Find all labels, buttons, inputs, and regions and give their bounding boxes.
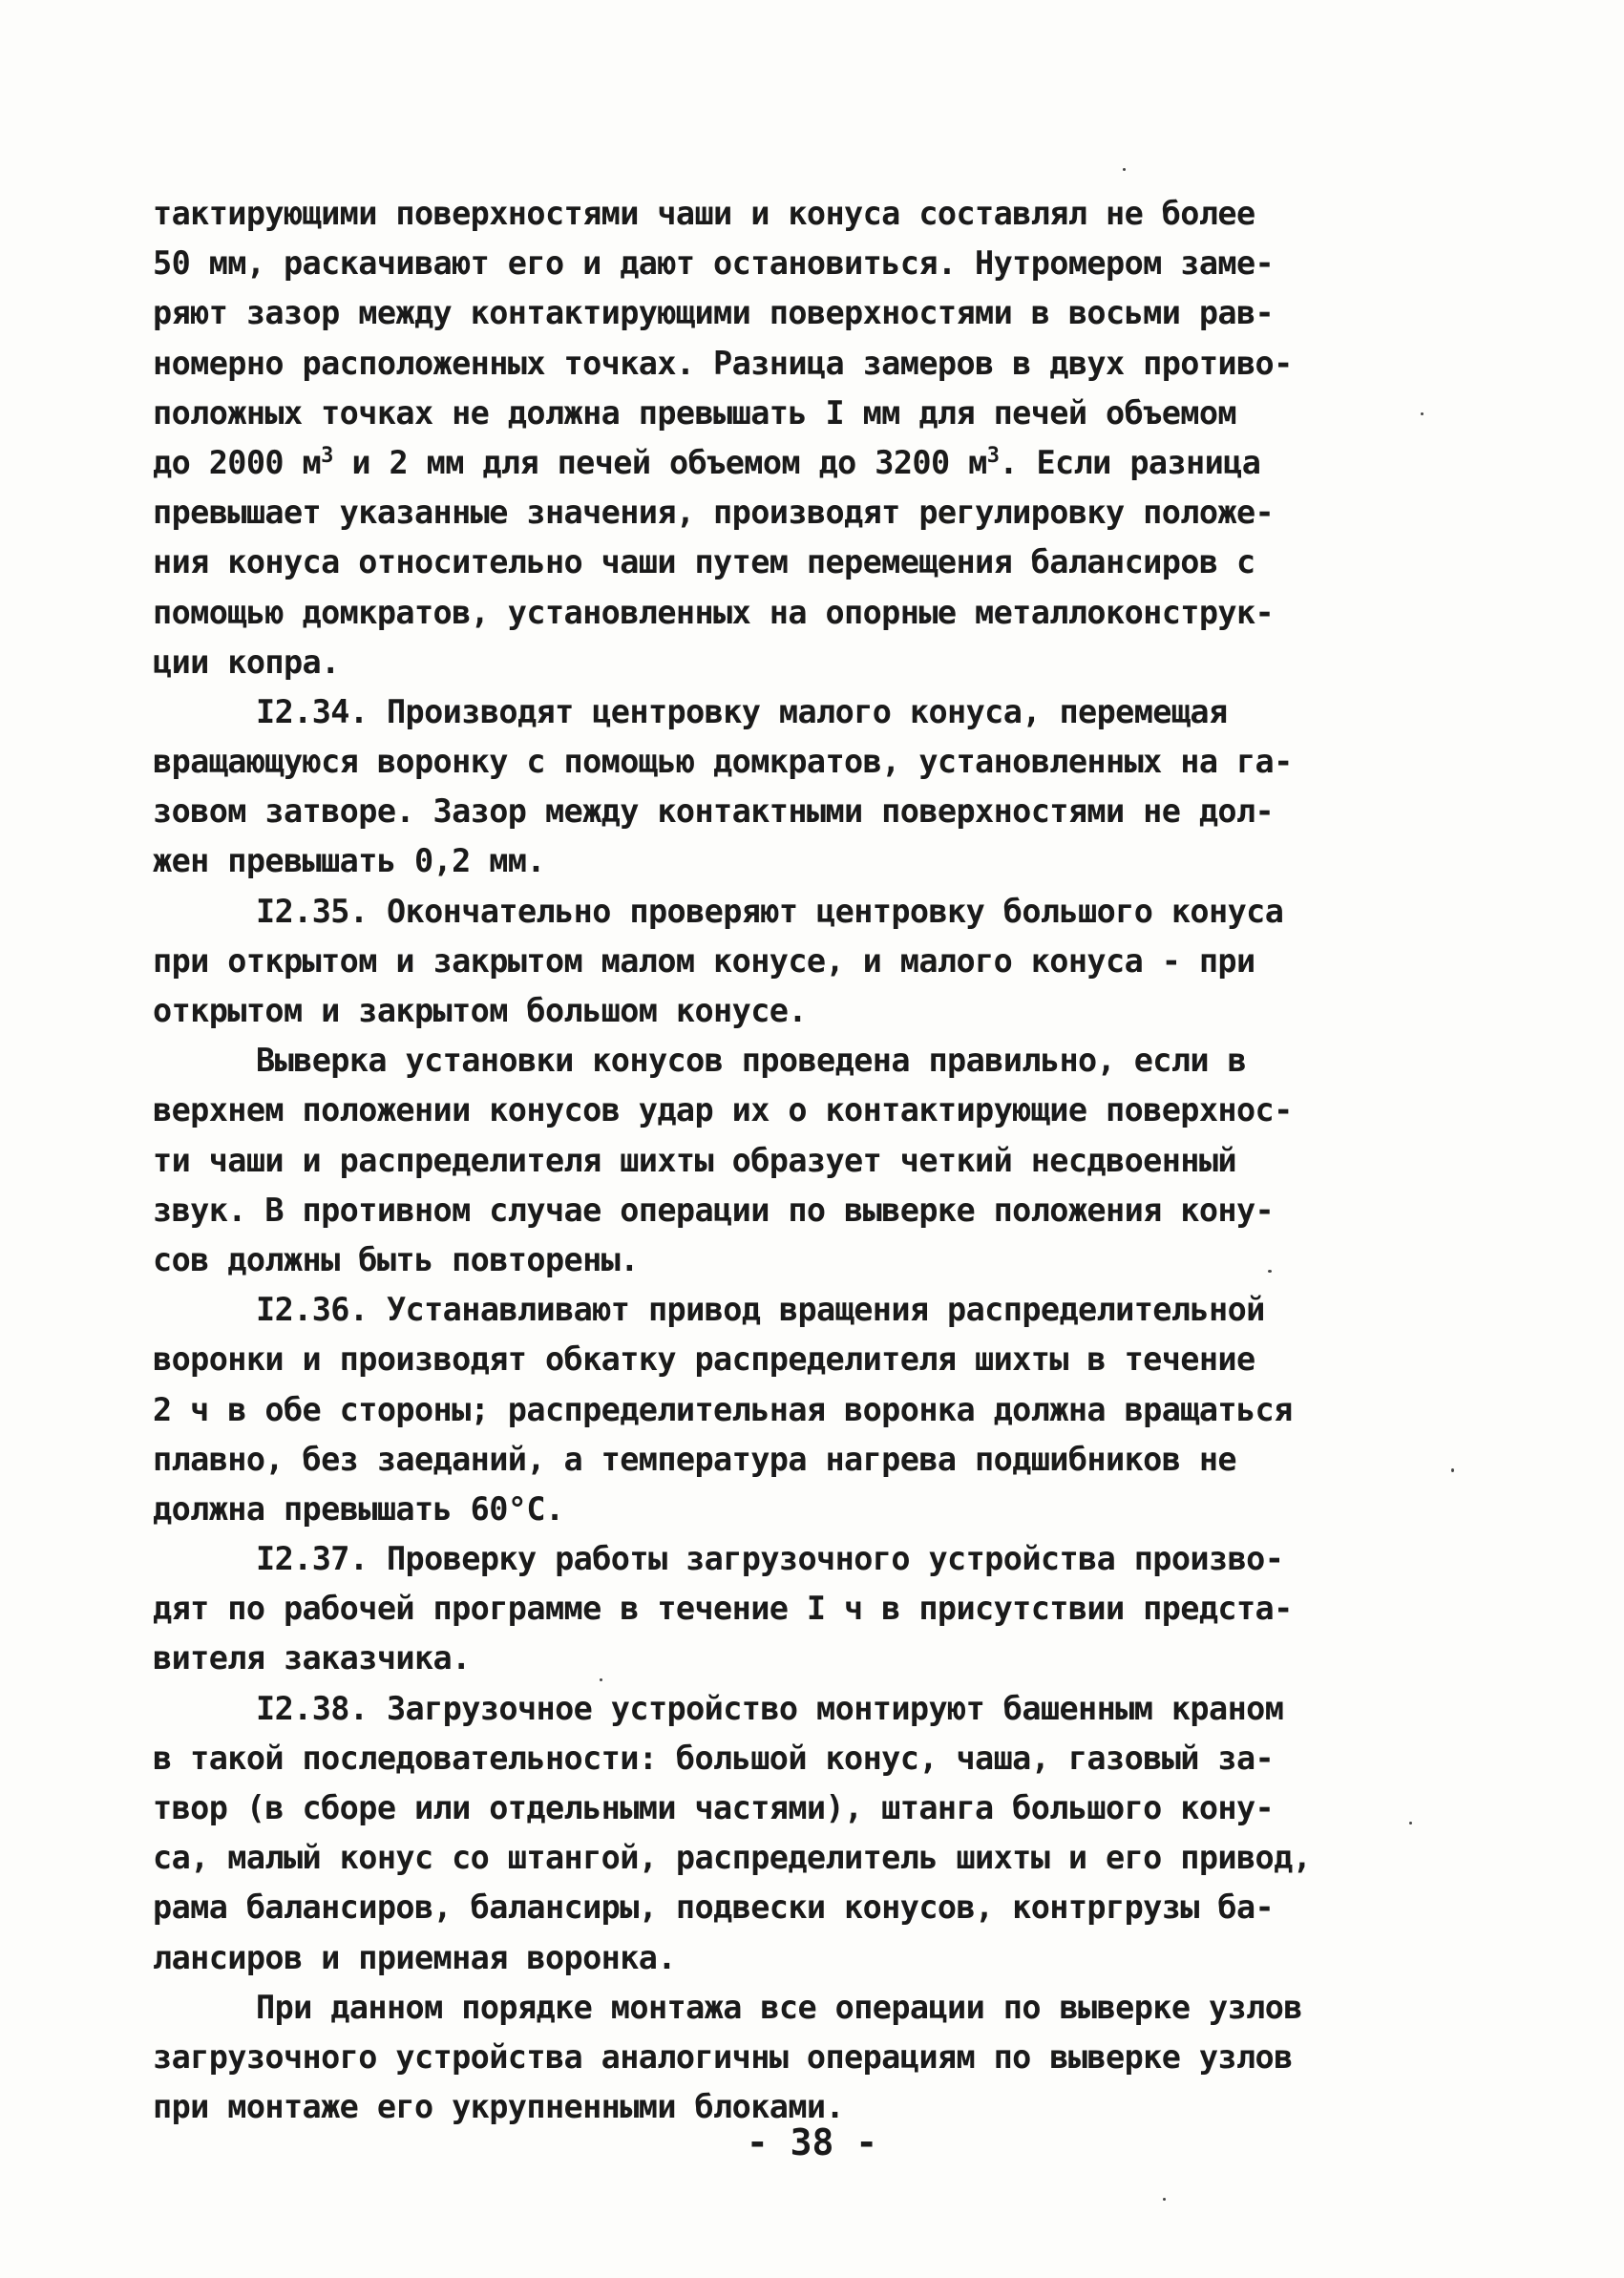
paragraph-start-12-37: I2.37. Проверку работы загрузочного устройства произво- (256, 1540, 1284, 1578)
text-line: при открытом и закрытом малом конусе, и малого конуса - при (153, 941, 1255, 980)
text-fragment: и 2 мм для печей объемом до 3200 м (332, 443, 987, 481)
paragraph-start-assembly-order: При данном порядке монтажа все операции по выверке узлов (256, 1988, 1302, 2026)
text-fragment: . Если разница (999, 443, 1261, 481)
scan-speck (1123, 168, 1126, 171)
text-line: при монтаже его укрупненными блоками. (153, 2088, 845, 2126)
text-line: рама балансиров, балансиры, подвески конусов, контргрузы ба- (153, 1888, 1275, 1927)
text-line: номерно расположенных точках. Разница замеров в двух противо- (153, 344, 1293, 382)
text-line: верхнем положении конусов удар их о контактирующие поверхнос- (153, 1091, 1293, 1129)
text-line: превышает указанные значения, производят регулировку положе- (153, 494, 1275, 532)
text-line: дят по рабочей программе в течение I ч в присутствии предста- (153, 1590, 1293, 1628)
text-line: сов должны быть повторены. (153, 1240, 639, 1278)
text-line: ряют зазор между контактирующими поверхностями в восьми рав- (153, 294, 1275, 332)
text-line: в такой последовательности: большой конус, чаша, газовый за- (153, 1739, 1275, 1777)
text-line: должна превышать 60°С. (153, 1489, 564, 1528)
superscript: 3 (321, 443, 333, 468)
paragraph-start-12-35: I2.35. Окончательно проверяют центровку большого конуса (256, 892, 1284, 930)
text-line: твор (в сборе или отдельными частями), штанга большого кону- (153, 1789, 1275, 1826)
paragraph-start-12-34: I2.34. Производят центровку малого конуса, перемещая (256, 692, 1228, 730)
text-line: положных точках не должна превышать I мм для печей объемом (153, 393, 1236, 432)
text-line: ти чаши и распределителя шихты образует четкий несдвоенный (153, 1141, 1236, 1179)
text-line: открытом и закрытом большом конусе. (153, 992, 807, 1029)
text-line: загрузочного устройства аналогичны операциям по выверке узлов (153, 2037, 1293, 2076)
paragraph-start-12-38: I2.38. Загрузочное устройство монтируют башенным краном (256, 1689, 1284, 1727)
text-line-with-superscripts (153, 438, 1432, 488)
text-line: ции копра. (153, 643, 340, 681)
scan-speck (1451, 1468, 1454, 1472)
text-fragment: до 2000 м (153, 443, 322, 481)
scan-speck (1421, 412, 1424, 415)
paragraph-start-verification: Выверка установки конусов проведена правильно, если в (256, 1042, 1247, 1080)
text-line: тактирующими поверхностями чаши и конуса составлял не более (153, 195, 1255, 232)
text-line: плавно, без заеданий, а температура нагрева подшибников не (153, 1440, 1236, 1478)
scan-speck (1268, 1270, 1272, 1273)
scan-speck (1163, 2198, 1166, 2201)
text-line: воронки и производят обкатку распределителя шихты в течение (153, 1340, 1255, 1379)
superscript: 3 (986, 443, 1000, 468)
scan-speck (600, 1678, 602, 1681)
text-line: лансиров и приемная воронка. (153, 1938, 676, 1976)
text-line: ния конуса относительно чаши путем перемещения балансиров с (153, 543, 1255, 581)
page-number: - 38 - (746, 2121, 878, 2163)
text-line: са, малый конус со штангой, распределитель шихты и его привод, (153, 1839, 1312, 1877)
scan-speck (1409, 1822, 1412, 1825)
text-line: 50 мм, раскачивают его и дают остановиться. Нутромером заме- (153, 244, 1275, 283)
text-line: вителя заказчика. (153, 1639, 471, 1677)
text-line: вращающуюся воронку с помощью домкратов, установленных на га- (153, 743, 1293, 781)
text-line: звук. В противном случае операции по выверке положения кону- (153, 1191, 1275, 1229)
paragraph-start-12-36: I2.36. Устанавливают привод вращения распределительной (256, 1291, 1265, 1329)
text-line: зовом затворе. Зазор между контактными поверхностями не дол- (153, 792, 1275, 831)
text-line: помощью домкратов, установленных на опорные металлоконструк- (153, 593, 1275, 631)
text-line: 2 ч в обе стороны; распределительная воронка должна вращаться (153, 1390, 1293, 1428)
text-line: жен превышать 0,2 мм. (153, 842, 545, 880)
body-text (153, 189, 1432, 2132)
